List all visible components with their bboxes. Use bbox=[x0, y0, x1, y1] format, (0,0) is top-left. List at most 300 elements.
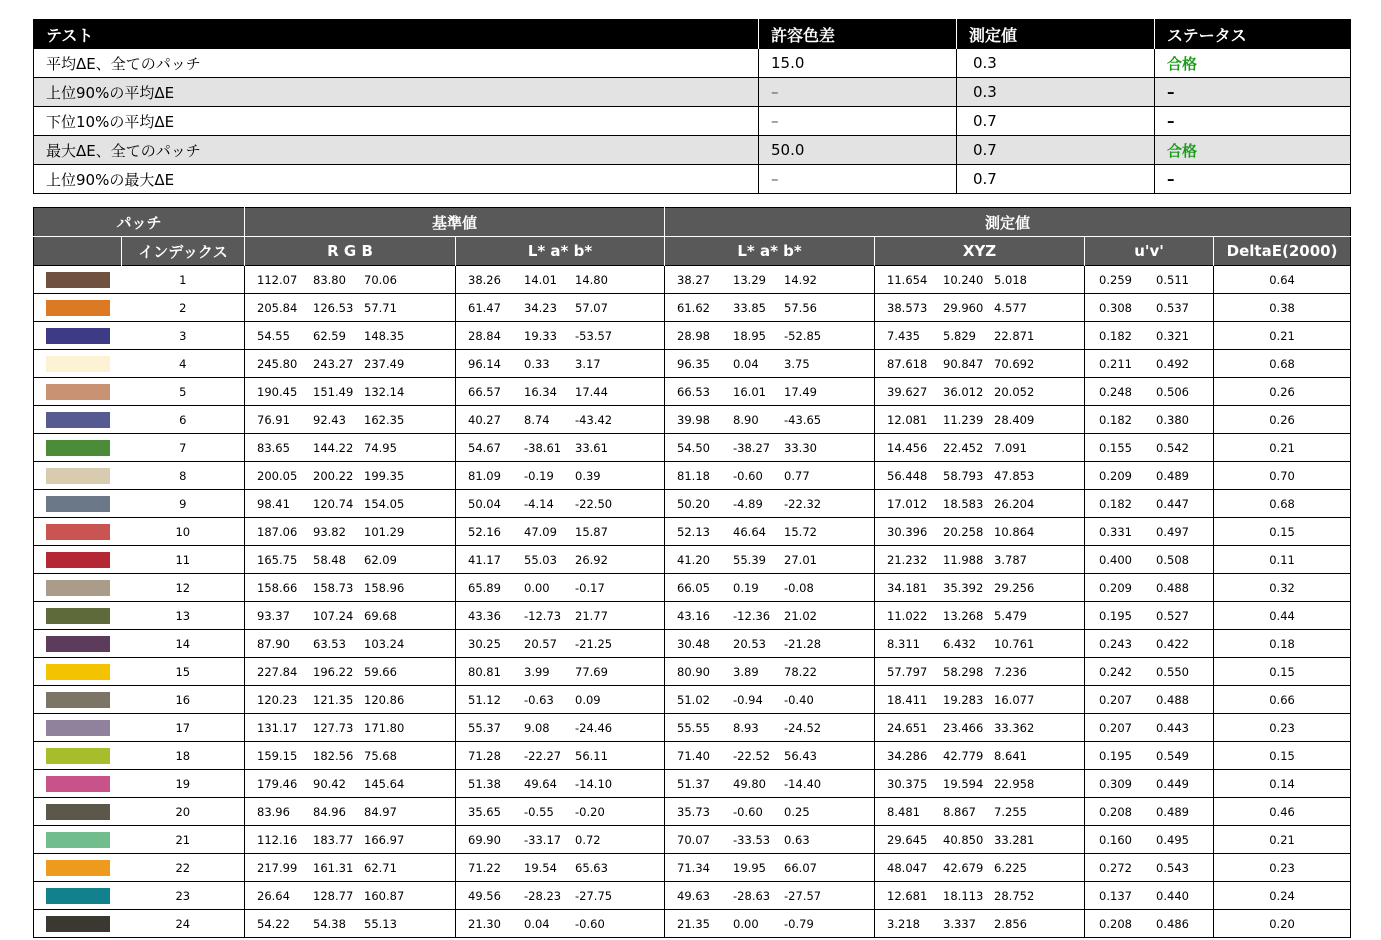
lab-ref-cell-value: 71.28 bbox=[468, 748, 501, 763]
lab-ref-cell-value: 21.77 bbox=[575, 608, 608, 623]
rgb-cell-value: 92.43 bbox=[313, 412, 346, 427]
summary-tolerance: 50.0 bbox=[759, 136, 957, 165]
rgb-cell-value: 151.49 bbox=[313, 384, 354, 399]
uv-cell-value: 0.331 bbox=[1099, 524, 1132, 539]
lab-meas-cell-value: -12.36 bbox=[733, 608, 771, 623]
xyz-cell-value: 18.583 bbox=[943, 496, 984, 511]
uv-cell-value: 0.549 bbox=[1156, 748, 1189, 763]
color-swatch bbox=[46, 608, 110, 624]
patch-group-header-row bbox=[34, 208, 1351, 237]
color-swatch bbox=[46, 720, 110, 736]
color-swatch bbox=[46, 916, 110, 932]
lab-ref-cell-value: -0.55 bbox=[524, 804, 554, 819]
lab-ref-cell-value: -27.75 bbox=[575, 888, 613, 903]
summary-header-status: ステータス bbox=[1155, 20, 1351, 49]
lab-ref-cell bbox=[456, 826, 665, 854]
rgb-cell bbox=[245, 798, 456, 826]
rgb-cell-value: 83.65 bbox=[257, 440, 290, 455]
patch-swatch-cell bbox=[34, 882, 122, 910]
xyz-cell-value: 22.958 bbox=[994, 776, 1035, 791]
rgb-cell-value: 93.37 bbox=[257, 608, 290, 623]
rgb-cell-value: 54.55 bbox=[257, 328, 290, 343]
lab-meas-cell-value: 55.55 bbox=[677, 720, 710, 735]
lab-meas-cell-value: 38.27 bbox=[677, 272, 710, 287]
uv-cell-value: 0.550 bbox=[1156, 664, 1189, 679]
uv-cell bbox=[1085, 826, 1214, 854]
xyz-cell-value: 5.479 bbox=[994, 608, 1027, 623]
patch-index: 23 bbox=[122, 882, 245, 910]
lab-ref-cell bbox=[456, 686, 665, 714]
patch-row bbox=[34, 826, 1351, 854]
deltae-value: 0.18 bbox=[1214, 630, 1351, 658]
xyz-cell-value: 21.232 bbox=[887, 552, 928, 567]
lab-ref-cell-value: 47.09 bbox=[524, 524, 557, 539]
lab-meas-cell-value: -52.85 bbox=[784, 328, 822, 343]
header-swatch bbox=[34, 237, 122, 266]
patch-table bbox=[33, 207, 1351, 938]
xyz-cell-value: 29.960 bbox=[943, 300, 984, 315]
rgb-cell bbox=[245, 686, 456, 714]
lab-ref-cell-value: 66.57 bbox=[468, 384, 501, 399]
xyz-cell bbox=[875, 462, 1085, 490]
xyz-cell-value: 23.466 bbox=[943, 720, 984, 735]
lab-ref-cell-value: -0.60 bbox=[575, 916, 605, 931]
deltae-value: 0.32 bbox=[1214, 574, 1351, 602]
patch-swatch-cell bbox=[34, 602, 122, 630]
rgb-cell-value: 103.24 bbox=[364, 636, 405, 651]
lab-ref-cell-value: 40.27 bbox=[468, 412, 501, 427]
color-swatch bbox=[46, 748, 110, 764]
rgb-cell-value: 190.45 bbox=[257, 384, 298, 399]
uv-cell-value: 0.508 bbox=[1156, 552, 1189, 567]
xyz-cell bbox=[875, 574, 1085, 602]
patch-row bbox=[34, 350, 1351, 378]
lab-meas-cell-value: 0.25 bbox=[784, 804, 810, 819]
xyz-cell-value: 12.681 bbox=[887, 888, 928, 903]
lab-ref-cell-value: 69.90 bbox=[468, 832, 501, 847]
summary-status: 合格 bbox=[1155, 49, 1351, 78]
lab-meas-cell-value: 52.13 bbox=[677, 524, 710, 539]
rgb-cell-value: 227.84 bbox=[257, 664, 298, 679]
lab-meas-cell-value: 78.22 bbox=[784, 664, 817, 679]
rgb-cell-value: 62.59 bbox=[313, 328, 346, 343]
xyz-cell bbox=[875, 322, 1085, 350]
lab-meas-cell bbox=[665, 770, 875, 798]
uv-cell-value: 0.137 bbox=[1099, 888, 1132, 903]
rgb-cell bbox=[245, 434, 456, 462]
header-lab-meas: L* a* b* bbox=[665, 237, 875, 266]
summary-row bbox=[34, 78, 1351, 107]
xyz-cell-value: 29.256 bbox=[994, 580, 1035, 595]
lab-ref-cell-value: 14.01 bbox=[524, 272, 557, 287]
xyz-cell bbox=[875, 882, 1085, 910]
lab-meas-cell-value: 28.98 bbox=[677, 328, 710, 343]
uv-cell-value: 0.155 bbox=[1099, 440, 1132, 455]
lab-meas-cell-value: -0.94 bbox=[733, 692, 763, 707]
lab-ref-cell-value: 55.37 bbox=[468, 720, 501, 735]
patch-index: 22 bbox=[122, 854, 245, 882]
rgb-cell-value: 131.17 bbox=[257, 720, 298, 735]
xyz-cell-value: 30.375 bbox=[887, 776, 928, 791]
patch-index: 18 bbox=[122, 742, 245, 770]
uv-cell-value: 0.309 bbox=[1099, 776, 1132, 791]
uv-cell-value: 0.380 bbox=[1156, 412, 1189, 427]
lab-meas-cell-value: -28.63 bbox=[733, 888, 771, 903]
deltae-value: 0.46 bbox=[1214, 798, 1351, 826]
header-rgb: R G B bbox=[245, 237, 456, 266]
deltae-value: 0.21 bbox=[1214, 322, 1351, 350]
lab-ref-cell-value: 0.09 bbox=[575, 692, 601, 707]
color-swatch bbox=[46, 272, 110, 288]
rgb-cell-value: 26.64 bbox=[257, 888, 290, 903]
color-swatch bbox=[46, 860, 110, 876]
lab-meas-cell-value: 61.62 bbox=[677, 300, 710, 315]
xyz-cell-value: 8.481 bbox=[887, 804, 920, 819]
lab-meas-cell-value: 3.89 bbox=[733, 664, 759, 679]
uv-cell bbox=[1085, 462, 1214, 490]
deltae-value: 0.15 bbox=[1214, 742, 1351, 770]
xyz-cell-value: 14.456 bbox=[887, 440, 928, 455]
xyz-cell-value: 10.761 bbox=[994, 636, 1035, 651]
lab-ref-cell-value: 41.17 bbox=[468, 552, 501, 567]
lab-ref-cell-value: -21.25 bbox=[575, 636, 613, 651]
patch-swatch-cell bbox=[34, 630, 122, 658]
uv-cell bbox=[1085, 490, 1214, 518]
uv-cell-value: 0.211 bbox=[1099, 356, 1132, 371]
summary-row bbox=[34, 165, 1351, 194]
rgb-cell-value: 101.29 bbox=[364, 524, 405, 539]
lab-ref-cell-value: 15.87 bbox=[575, 524, 608, 539]
rgb-cell-value: 187.06 bbox=[257, 524, 298, 539]
xyz-cell-value: 11.239 bbox=[943, 412, 984, 427]
lab-meas-cell-value: 0.00 bbox=[733, 916, 759, 931]
lab-meas-cell-value: 39.98 bbox=[677, 412, 710, 427]
lab-meas-cell-value: -0.08 bbox=[784, 580, 814, 595]
patch-row bbox=[34, 602, 1351, 630]
uv-cell bbox=[1085, 322, 1214, 350]
rgb-cell-value: 84.97 bbox=[364, 804, 397, 819]
lab-meas-cell bbox=[665, 574, 875, 602]
xyz-cell-value: 7.255 bbox=[994, 804, 1027, 819]
xyz-cell-value: 17.012 bbox=[887, 496, 928, 511]
lab-ref-cell bbox=[456, 630, 665, 658]
rgb-cell-value: 59.66 bbox=[364, 664, 397, 679]
color-swatch bbox=[46, 412, 110, 428]
xyz-cell-value: 10.864 bbox=[994, 524, 1035, 539]
rgb-cell bbox=[245, 294, 456, 322]
rgb-cell bbox=[245, 826, 456, 854]
uv-cell bbox=[1085, 770, 1214, 798]
xyz-cell-value: 33.362 bbox=[994, 720, 1035, 735]
lab-ref-cell-value: 56.11 bbox=[575, 748, 608, 763]
lab-ref-cell-value: 81.09 bbox=[468, 468, 501, 483]
rgb-cell-value: 196.22 bbox=[313, 664, 354, 679]
lab-meas-cell-value: 49.63 bbox=[677, 888, 710, 903]
deltae-value: 0.14 bbox=[1214, 770, 1351, 798]
deltae-value: 0.15 bbox=[1214, 518, 1351, 546]
patch-row bbox=[34, 854, 1351, 882]
lab-ref-cell-value: 65.63 bbox=[575, 860, 608, 875]
uv-cell bbox=[1085, 350, 1214, 378]
deltae-value: 0.21 bbox=[1214, 434, 1351, 462]
xyz-cell-value: 19.283 bbox=[943, 692, 984, 707]
rgb-cell-value: 171.80 bbox=[364, 720, 405, 735]
lab-meas-cell bbox=[665, 434, 875, 462]
lab-ref-cell bbox=[456, 322, 665, 350]
rgb-cell-value: 127.73 bbox=[313, 720, 354, 735]
rgb-cell-value: 245.80 bbox=[257, 356, 298, 371]
lab-meas-cell bbox=[665, 882, 875, 910]
lab-meas-cell bbox=[665, 546, 875, 574]
lab-ref-cell-value: 21.30 bbox=[468, 916, 501, 931]
color-swatch bbox=[46, 888, 110, 904]
lab-meas-cell bbox=[665, 602, 875, 630]
rgb-cell-value: 112.16 bbox=[257, 832, 298, 847]
lab-ref-cell-value: 3.17 bbox=[575, 356, 601, 371]
uv-cell-value: 0.195 bbox=[1099, 608, 1132, 623]
rgb-cell-value: 55.13 bbox=[364, 916, 397, 931]
xyz-cell bbox=[875, 490, 1085, 518]
xyz-cell-value: 3.218 bbox=[887, 916, 920, 931]
lab-meas-cell bbox=[665, 462, 875, 490]
patch-row bbox=[34, 658, 1351, 686]
lab-ref-cell bbox=[456, 490, 665, 518]
deltae-value: 0.21 bbox=[1214, 826, 1351, 854]
lab-meas-cell-value: -22.52 bbox=[733, 748, 771, 763]
patch-index: 20 bbox=[122, 798, 245, 826]
xyz-cell-value: 5.018 bbox=[994, 272, 1027, 287]
rgb-cell-value: 205.84 bbox=[257, 300, 298, 315]
patch-index: 7 bbox=[122, 434, 245, 462]
uv-cell bbox=[1085, 406, 1214, 434]
lab-meas-cell-value: -27.57 bbox=[784, 888, 822, 903]
deltae-value: 0.15 bbox=[1214, 658, 1351, 686]
lab-ref-cell-value: 0.00 bbox=[524, 580, 550, 595]
lab-ref-cell-value: -4.14 bbox=[524, 496, 554, 511]
lab-meas-cell bbox=[665, 686, 875, 714]
lab-meas-cell-value: 0.04 bbox=[733, 356, 759, 371]
lab-meas-cell-value: 33.30 bbox=[784, 440, 817, 455]
uv-cell-value: 0.242 bbox=[1099, 664, 1132, 679]
rgb-cell bbox=[245, 770, 456, 798]
lab-meas-cell-value: 18.95 bbox=[733, 328, 766, 343]
xyz-cell-value: 48.047 bbox=[887, 860, 928, 875]
patch-index: 5 bbox=[122, 378, 245, 406]
summary-row bbox=[34, 136, 1351, 165]
lab-ref-cell bbox=[456, 574, 665, 602]
deltae-value: 0.70 bbox=[1214, 462, 1351, 490]
summary-status: 合格 bbox=[1155, 136, 1351, 165]
xyz-cell-value: 7.091 bbox=[994, 440, 1027, 455]
uv-cell-value: 0.497 bbox=[1156, 524, 1189, 539]
lab-ref-cell-value: -0.17 bbox=[575, 580, 605, 595]
lab-meas-cell-value: 70.07 bbox=[677, 832, 710, 847]
lab-ref-cell-value: -24.46 bbox=[575, 720, 613, 735]
xyz-cell-value: 28.752 bbox=[994, 888, 1035, 903]
xyz-cell-value: 13.268 bbox=[943, 608, 984, 623]
color-swatch bbox=[46, 664, 110, 680]
uv-cell-value: 0.182 bbox=[1099, 328, 1132, 343]
summary-row bbox=[34, 49, 1351, 78]
uv-cell-value: 0.321 bbox=[1156, 328, 1189, 343]
patch-index: 1 bbox=[122, 266, 245, 294]
lab-meas-cell bbox=[665, 350, 875, 378]
rgb-cell-value: 83.96 bbox=[257, 804, 290, 819]
lab-meas-cell-value: 21.35 bbox=[677, 916, 710, 931]
lab-ref-cell-value: 52.16 bbox=[468, 524, 501, 539]
lab-meas-cell bbox=[665, 630, 875, 658]
color-swatch bbox=[46, 580, 110, 596]
lab-meas-cell-value: 51.02 bbox=[677, 692, 710, 707]
patch-swatch-cell bbox=[34, 378, 122, 406]
color-swatch bbox=[46, 384, 110, 400]
uv-cell-value: 0.486 bbox=[1156, 916, 1189, 931]
lab-meas-cell bbox=[665, 658, 875, 686]
patch-index: 6 bbox=[122, 406, 245, 434]
xyz-cell-value: 87.618 bbox=[887, 356, 928, 371]
patch-swatch-cell bbox=[34, 294, 122, 322]
summary-measured: 0.7 bbox=[957, 165, 1155, 194]
lab-meas-cell bbox=[665, 798, 875, 826]
rgb-cell-value: 74.95 bbox=[364, 440, 397, 455]
lab-meas-cell-value: -38.27 bbox=[733, 440, 771, 455]
uv-cell bbox=[1085, 910, 1214, 938]
patch-index: 21 bbox=[122, 826, 245, 854]
lab-meas-cell-value: -14.40 bbox=[784, 776, 822, 791]
patch-swatch-cell bbox=[34, 742, 122, 770]
summary-test-name: 最大ΔE、全てのパッチ bbox=[34, 136, 759, 165]
lab-ref-cell-value: 34.23 bbox=[524, 300, 557, 315]
lab-meas-cell-value: 54.50 bbox=[677, 440, 710, 455]
patch-row bbox=[34, 546, 1351, 574]
rgb-cell-value: 217.99 bbox=[257, 860, 298, 875]
rgb-cell bbox=[245, 602, 456, 630]
uv-cell-value: 0.160 bbox=[1099, 832, 1132, 847]
uv-cell-value: 0.449 bbox=[1156, 776, 1189, 791]
patch-swatch-cell bbox=[34, 546, 122, 574]
patch-index: 2 bbox=[122, 294, 245, 322]
uv-cell bbox=[1085, 742, 1214, 770]
xyz-cell-value: 6.225 bbox=[994, 860, 1027, 875]
uv-cell-value: 0.272 bbox=[1099, 860, 1132, 875]
rgb-cell-value: 83.80 bbox=[313, 272, 346, 287]
patch-swatch-cell bbox=[34, 322, 122, 350]
uv-cell bbox=[1085, 434, 1214, 462]
rgb-cell-value: 132.14 bbox=[364, 384, 405, 399]
xyz-cell-value: 4.577 bbox=[994, 300, 1027, 315]
lab-ref-cell bbox=[456, 910, 665, 938]
patch-swatch-cell bbox=[34, 574, 122, 602]
uv-cell-value: 0.542 bbox=[1156, 440, 1189, 455]
rgb-cell bbox=[245, 490, 456, 518]
rgb-cell-value: 237.49 bbox=[364, 356, 405, 371]
lab-meas-cell-value: 27.01 bbox=[784, 552, 817, 567]
rgb-cell-value: 166.97 bbox=[364, 832, 405, 847]
rgb-cell-value: 120.74 bbox=[313, 496, 354, 511]
lab-meas-cell bbox=[665, 518, 875, 546]
deltae-value: 0.44 bbox=[1214, 602, 1351, 630]
header-lab-ref: L* a* b* bbox=[456, 237, 665, 266]
summary-header-test: テスト bbox=[34, 20, 759, 49]
deltae-value: 0.20 bbox=[1214, 910, 1351, 938]
lab-ref-cell-value: 38.26 bbox=[468, 272, 501, 287]
lab-ref-cell bbox=[456, 770, 665, 798]
xyz-cell bbox=[875, 742, 1085, 770]
lab-ref-cell bbox=[456, 882, 665, 910]
summary-measured: 0.7 bbox=[957, 136, 1155, 165]
lab-meas-cell bbox=[665, 490, 875, 518]
summary-status: – bbox=[1155, 165, 1351, 194]
rgb-cell-value: 121.35 bbox=[313, 692, 354, 707]
xyz-cell-value: 7.435 bbox=[887, 328, 920, 343]
lab-meas-cell-value: 3.75 bbox=[784, 356, 810, 371]
lab-meas-cell-value: 51.37 bbox=[677, 776, 710, 791]
rgb-cell bbox=[245, 266, 456, 294]
deltae-value: 0.68 bbox=[1214, 350, 1351, 378]
rgb-cell bbox=[245, 546, 456, 574]
uv-cell-value: 0.488 bbox=[1156, 692, 1189, 707]
rgb-cell-value: 57.71 bbox=[364, 300, 397, 315]
rgb-cell-value: 200.22 bbox=[313, 468, 354, 483]
color-swatch bbox=[46, 300, 110, 316]
uv-cell bbox=[1085, 266, 1214, 294]
lab-meas-cell-value: 0.77 bbox=[784, 468, 810, 483]
patch-index: 13 bbox=[122, 602, 245, 630]
uv-cell-value: 0.209 bbox=[1099, 468, 1132, 483]
patch-index: 3 bbox=[122, 322, 245, 350]
summary-tolerance: – bbox=[759, 107, 957, 136]
lab-meas-cell bbox=[665, 322, 875, 350]
rgb-cell bbox=[245, 518, 456, 546]
rgb-cell bbox=[245, 714, 456, 742]
summary-status: – bbox=[1155, 78, 1351, 107]
uv-cell-value: 0.207 bbox=[1099, 692, 1132, 707]
lab-meas-cell-value: -0.40 bbox=[784, 692, 814, 707]
rgb-cell-value: 62.71 bbox=[364, 860, 397, 875]
patch-index: 15 bbox=[122, 658, 245, 686]
lab-ref-cell-value: 0.04 bbox=[524, 916, 550, 931]
uv-cell-value: 0.489 bbox=[1156, 804, 1189, 819]
patch-row bbox=[34, 686, 1351, 714]
patch-swatch-cell bbox=[34, 714, 122, 742]
lab-ref-cell-value: 57.07 bbox=[575, 300, 608, 315]
patch-index: 17 bbox=[122, 714, 245, 742]
summary-header-tolerance: 許容色差 bbox=[759, 20, 957, 49]
lab-meas-cell-value: 57.56 bbox=[784, 300, 817, 315]
uv-cell-value: 0.527 bbox=[1156, 608, 1189, 623]
xyz-cell-value: 8.641 bbox=[994, 748, 1027, 763]
summary-tolerance: – bbox=[759, 165, 957, 194]
patch-sub-header-row bbox=[34, 237, 1351, 266]
deltae-value: 0.68 bbox=[1214, 490, 1351, 518]
rgb-cell-value: 120.86 bbox=[364, 692, 405, 707]
xyz-cell-value: 28.409 bbox=[994, 412, 1035, 427]
patch-index: 10 bbox=[122, 518, 245, 546]
xyz-cell bbox=[875, 686, 1085, 714]
lab-ref-cell-value: 55.03 bbox=[524, 552, 557, 567]
lab-ref-cell-value: 16.34 bbox=[524, 384, 557, 399]
rgb-cell-value: 120.23 bbox=[257, 692, 298, 707]
lab-ref-cell-value: 26.92 bbox=[575, 552, 608, 567]
rgb-cell-value: 126.53 bbox=[313, 300, 354, 315]
patch-swatch-cell bbox=[34, 462, 122, 490]
rgb-cell bbox=[245, 630, 456, 658]
rgb-cell-value: 182.56 bbox=[313, 748, 354, 763]
lab-ref-cell-value: -33.17 bbox=[524, 832, 562, 847]
color-swatch bbox=[46, 468, 110, 484]
uv-cell-value: 0.259 bbox=[1099, 272, 1132, 287]
rgb-cell-value: 84.96 bbox=[313, 804, 346, 819]
